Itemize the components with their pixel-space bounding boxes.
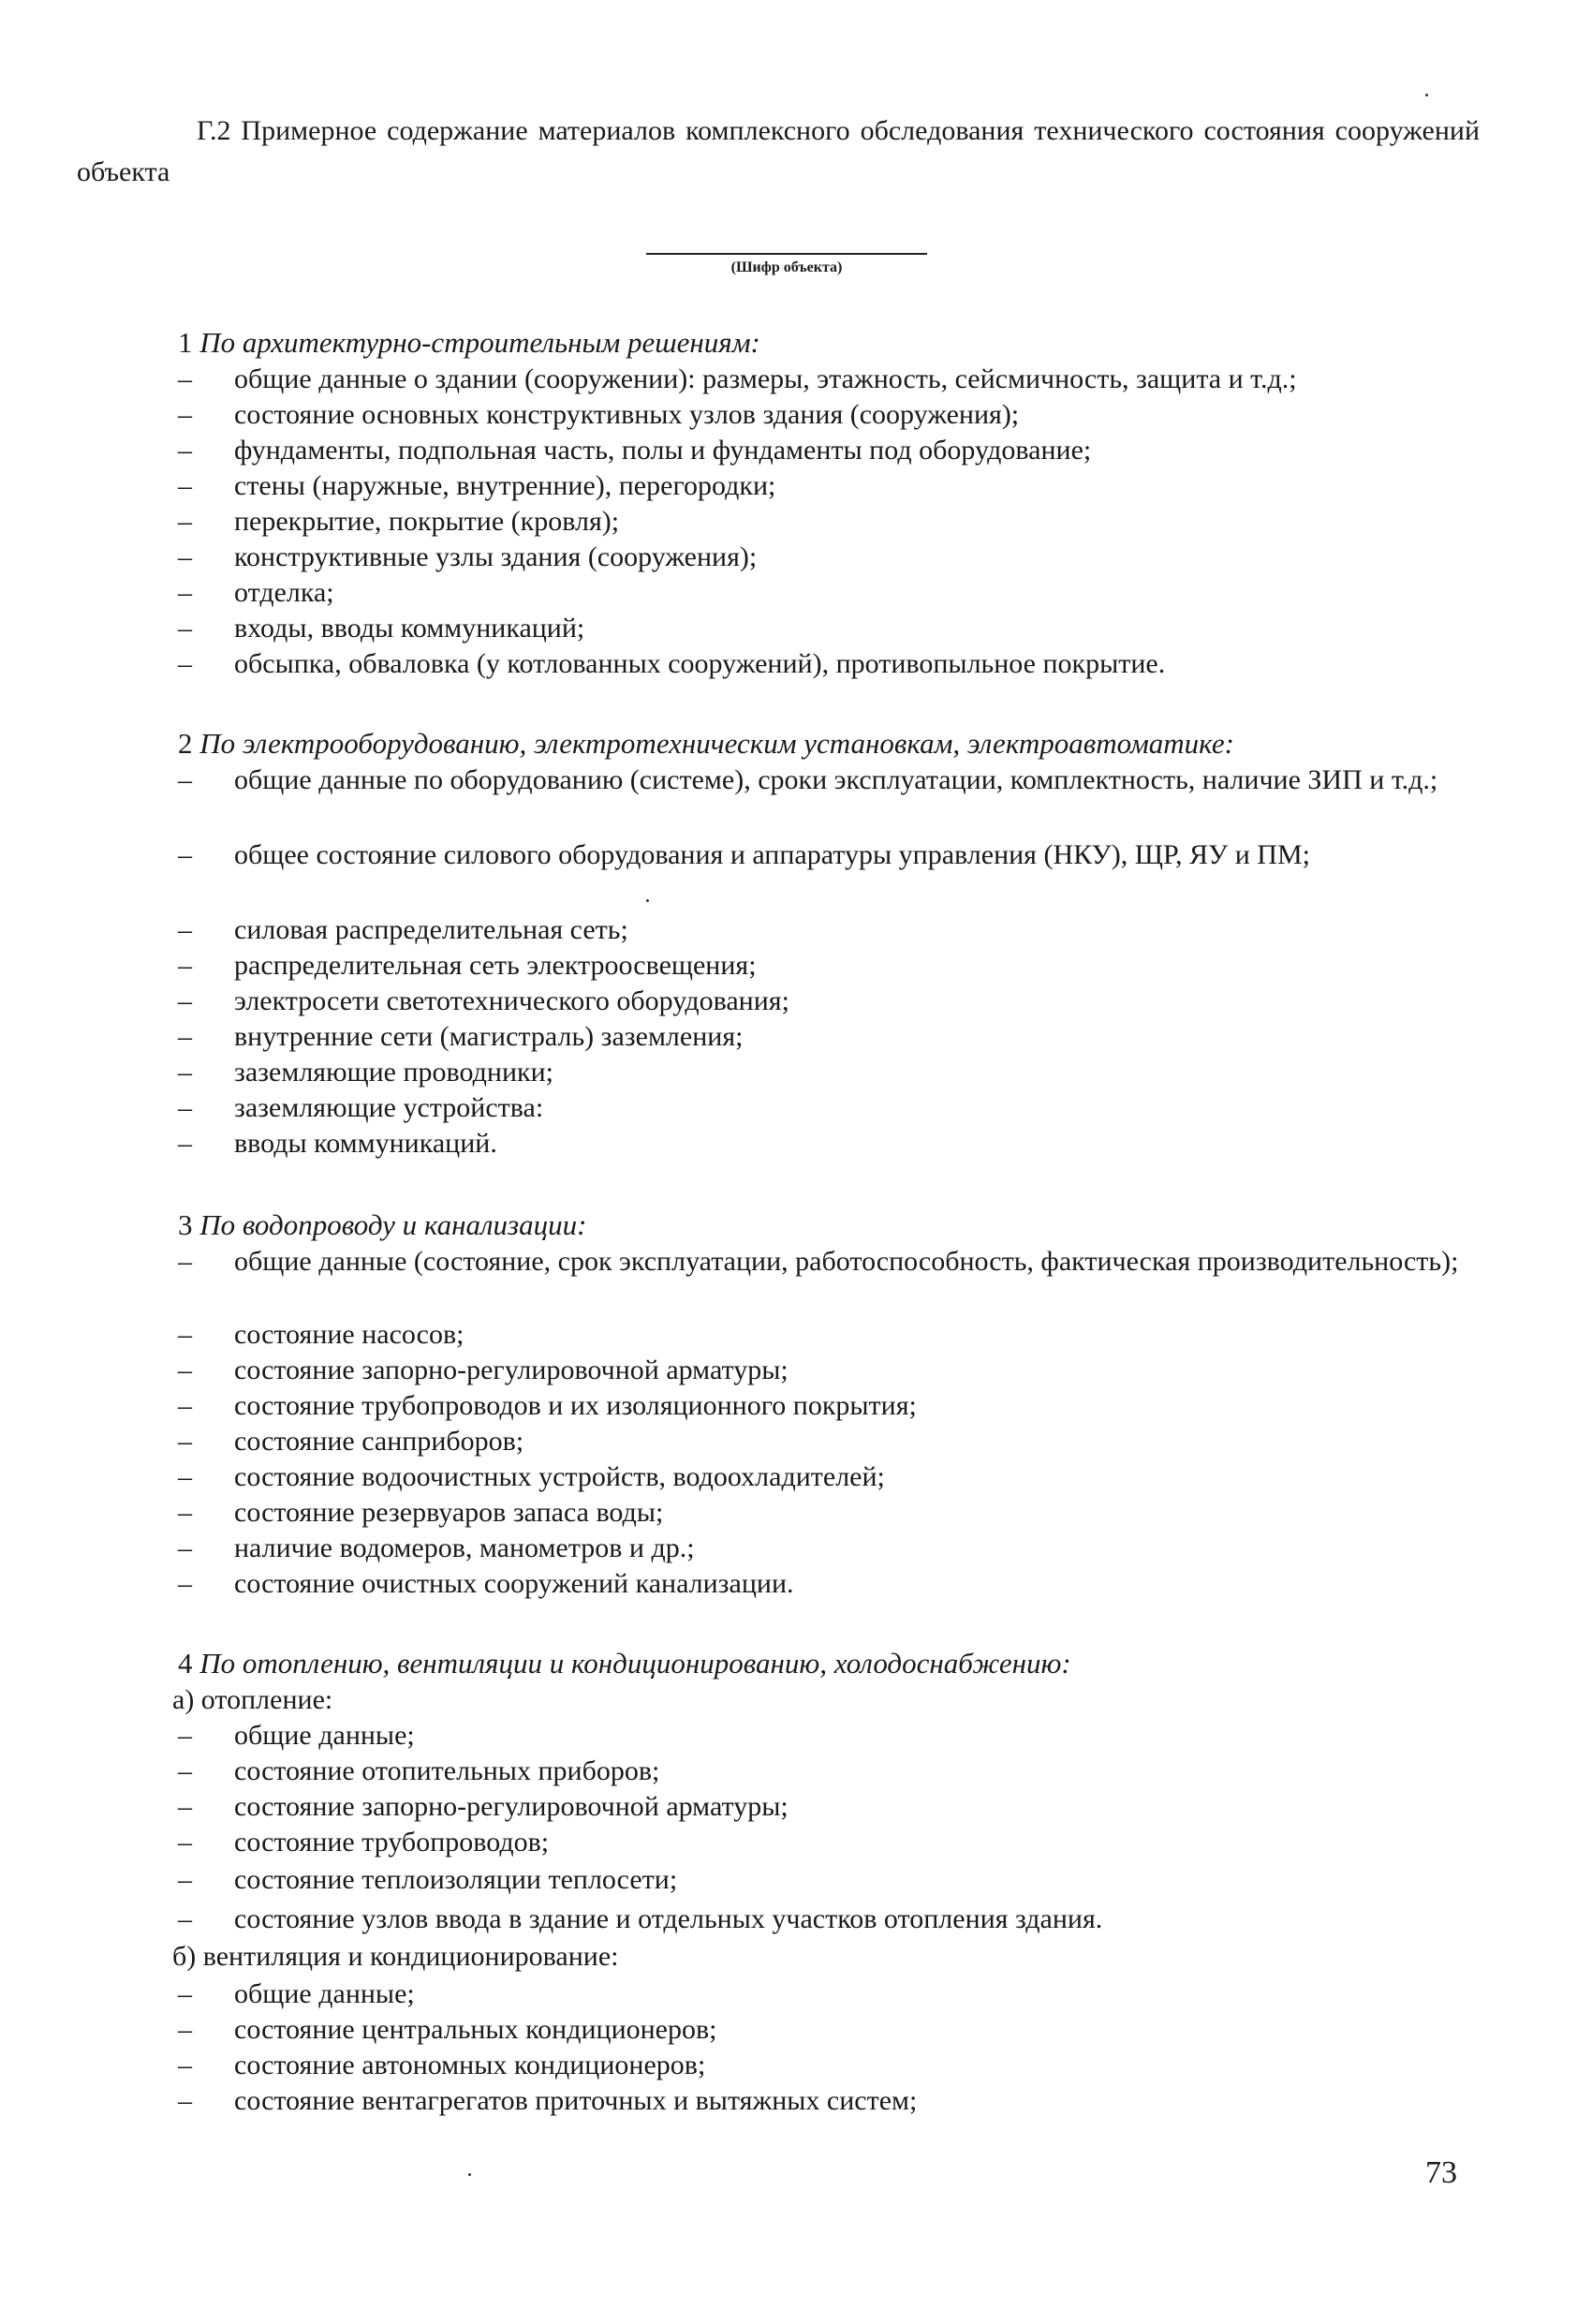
bullet-dash: – (178, 985, 192, 1016)
section-title: По водопроводу и канализации: (199, 1208, 587, 1241)
section-number: 1 (178, 326, 193, 359)
section-number: 2 (178, 727, 193, 760)
bullet-dash: – (178, 2014, 192, 2045)
bullet-dash: – (178, 1903, 192, 1934)
bullet-dash: – (178, 1057, 192, 1088)
bullet-dash: – (178, 2085, 192, 2116)
bullet-dash: – (178, 1864, 192, 1895)
bullet-dash: – (178, 470, 192, 501)
section-number: 4 (178, 1647, 193, 1680)
bullet-dash: – (178, 1720, 192, 1751)
intro-paragraph: Г.2 Примерное содержание материалов комплексного обследования технического состояния сооружений объекта (77, 115, 1480, 187)
section-heading (178, 324, 760, 362)
bullet-dash: – (178, 1390, 192, 1421)
bullet-dash: – (178, 435, 192, 466)
bullet-dash: – (178, 1354, 192, 1385)
bullet-dash: – (178, 1791, 192, 1822)
bullet-dash: – (178, 1497, 192, 1528)
subsection-ventilation-label: б) вентиляция и кондиционирование: (172, 1941, 619, 1972)
bullet-dash: – (178, 950, 192, 981)
scan-speck (646, 899, 649, 902)
section-title: По электрооборудованию, электротехническим установкам, электроавтоматике: (199, 727, 1234, 760)
object-cipher-field (646, 253, 927, 277)
section-number: 3 (178, 1208, 193, 1241)
cipher-caption: (Шифр объекта) (730, 259, 843, 275)
section-title: По отоплению, вентиляции и кондиционированию, холодоснабжению: (199, 1647, 1071, 1680)
section-heading (178, 1206, 586, 1244)
bullet-dash: – (178, 839, 192, 870)
bullet-dash: – (178, 399, 192, 430)
scan-speck (1425, 94, 1428, 96)
cipher-underline (646, 253, 927, 255)
bullet-dash: – (178, 506, 192, 537)
bullet-dash: – (178, 1092, 192, 1123)
bullet-dash: – (178, 1461, 192, 1492)
bullet-dash: – (178, 1978, 192, 2009)
section-title: По архитектурно-строительным решениям: (199, 326, 760, 359)
bullet-dash: – (178, 1426, 192, 1457)
bullet-dash: – (178, 1021, 192, 1052)
section-heading (178, 725, 1234, 762)
bullet-dash: – (178, 764, 192, 795)
scan-speck (468, 2173, 471, 2176)
bullet-dash: – (178, 1532, 192, 1563)
bullet-dash: – (178, 577, 192, 608)
section-heading (178, 1645, 1071, 1682)
bullet-dash: – (178, 1246, 192, 1277)
bullet-dash: – (178, 1319, 192, 1350)
bullet-dash: – (178, 2050, 192, 2080)
bullet-dash: – (178, 1568, 192, 1599)
page-number: 73 (1425, 2155, 1457, 2190)
bullet-dash: – (178, 541, 192, 572)
bullet-dash: – (178, 1827, 192, 1858)
bullet-dash: – (178, 914, 192, 945)
document-page: Г.2 Примерное содержание материалов комплексного обследования технического состояния сооружений объекта (Шифр объекта) 1 По архитектурно-строительным решениям: – общие данные о здании (сооружении): размеры, этажность, сейсмичность, защита и т.д.; – состояние основных конструктивных узлов здания (сооружения); – фундаменты, подпольная часть, полы и фундаменты под оборудование; – стены (наружные, внутренние), перегородки; – перекрытие, покрытие (кровля); – конструктивные узлы здания (сооружения); – отделка; – входы, вводы коммуникаций; – обсыпка, обваловка (у котлованных сооружений), противопыльное покрытие. 2 По электрооборудованию, электротехническим установкам, электроавтоматике: – общие данные по оборудованию (системе), сроки эксплуатации, комплектность, наличие ЗИП и т.д.; – общее состояние силового оборудования и аппаратуры управления (НКУ), ЩР, ЯУ и ПМ; – силовая распределительная сеть; – распределительная сеть электроосвещения; – электросети светотехнического оборудования; – внутренние сети (магистраль) заземления; – заземляющие проводники; – заземляющие устройства: – вводы коммуникаций. 3 По водопроводу и канализации: – общие данные (состояние, срок эксплуатации, работоспособность, фактическая производительность); – состояние насосов; – состояние запорно-регулировочной арматуры; – состояние трубопроводов и их изоляционного покрытия; – состояние санприборов; – состояние водоочистных устройств, водоохладителей; – состояние резервуаров запаса воды; – наличие водомеров, манометров и др.; – состояние очистных сооружений канализации. 4 По отоплению, вентиляции и кондиционированию, холодоснабжению: а) отопление: – общие данные; – состояние отопительных приборов; – состояние запорно-регулировочной арматуры; – состояние трубопроводов; – состояние теплоизоляции теплосети; – состояние узлов ввода в здание и отдельных участков отопления здания. б) вентиляция и кондиционирование: – общие данные; – состояние центральных кондиционеров; – состояние автономных кондиционеров; – состояние вентагрегатов приточных и вытяжных систем; 73 (0, 0, 1592, 2324)
bullet-dash: – (178, 1128, 192, 1159)
bullet-dash: – (178, 648, 192, 679)
bullet-dash: – (178, 363, 192, 394)
subsection-heating-label: а) отопление: (172, 1684, 333, 1715)
bullet-dash: – (178, 1755, 192, 1786)
bullet-dash: – (178, 613, 192, 644)
